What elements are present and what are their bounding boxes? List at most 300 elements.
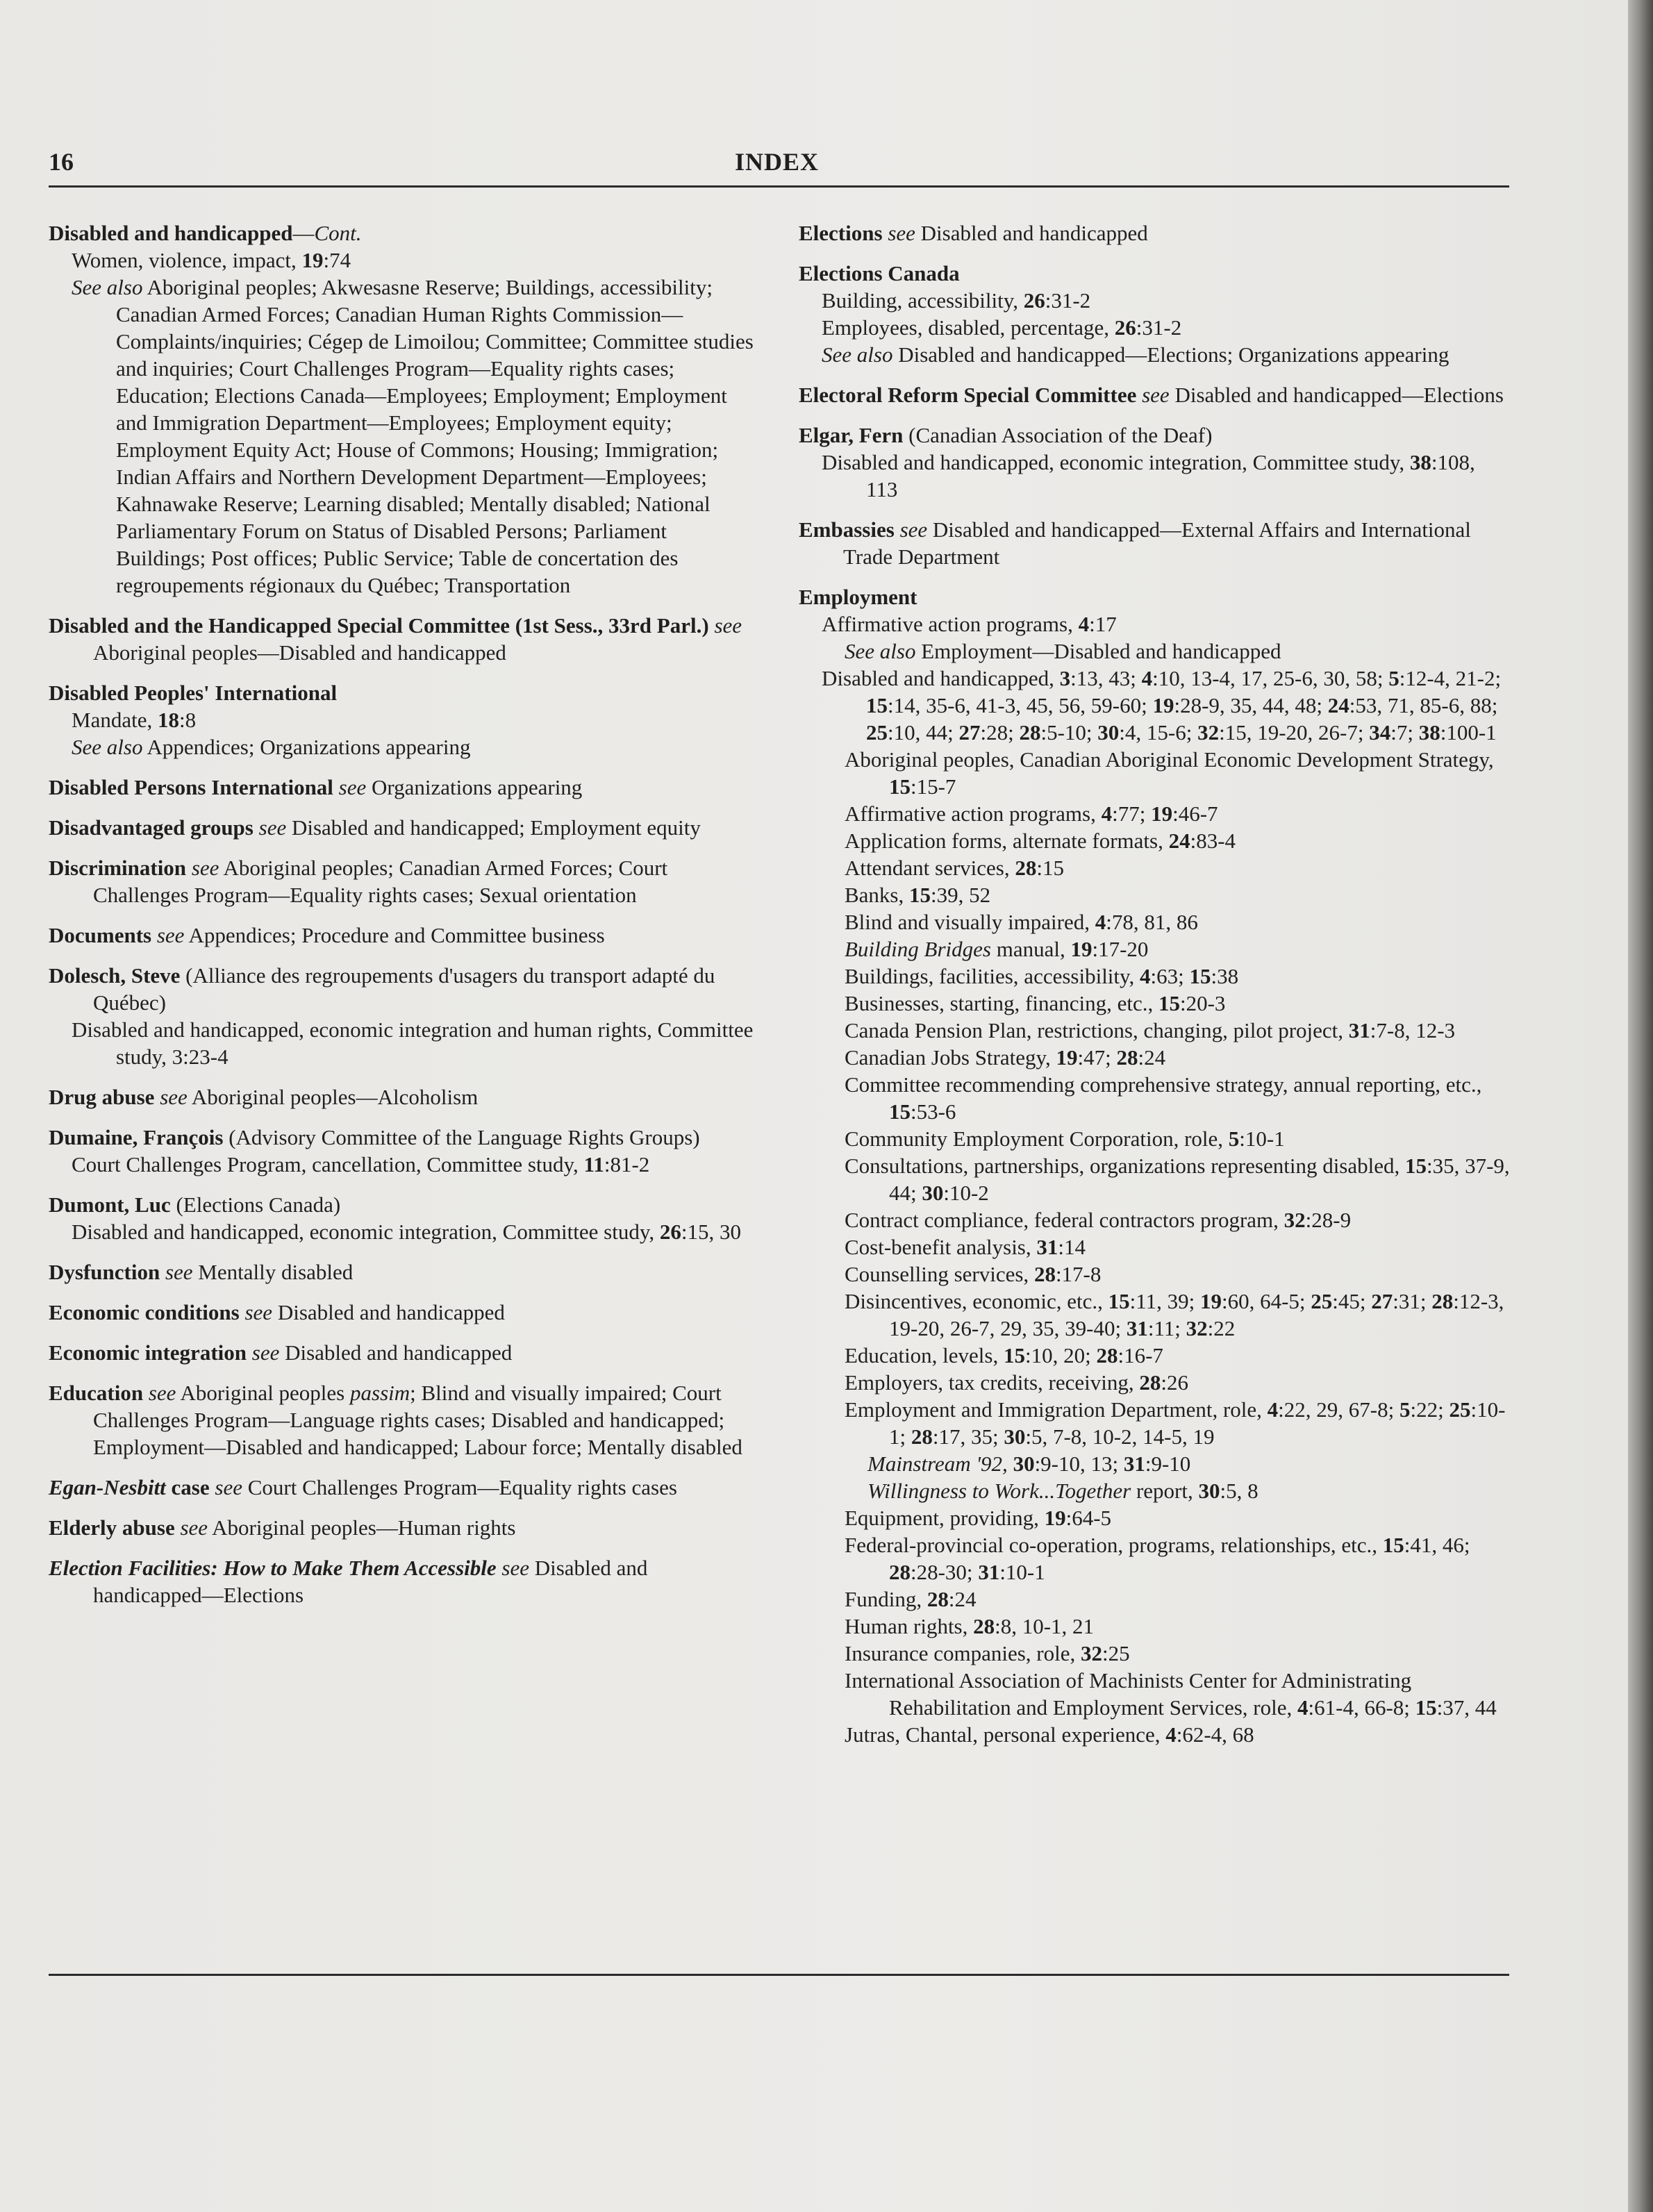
text-run: :15-7 [911, 774, 956, 799]
index-subentry [49, 706, 754, 733]
index-subentry [799, 935, 1511, 963]
text-run: (Advisory Committee of the Language Rights Groups) [223, 1125, 700, 1149]
text-run: Insurance companies, role, [845, 1641, 1081, 1665]
text-run: Aboriginal peoples; Akwesasne Reserve; Buildings, accessibility; Canadian Armed Forces; Canadian Human Rights Commission—Complaints/inquiries; Cégep de Limoilou; Committee; Committee studies and inquiries; Court Challenges Program—Equality rights cases; Education; Elections Canada—Employees; Employment; Employment and Immigration Department—Employees; Employment equity; Employment Equity Act; House of Commons; Housing; Immigration; Indian Affairs and Northern Development Department—Employees; Kahnawake Reserve; Learning disabled; Mentally disabled; National Parliamentary Forum on Status of Disabled Persons; Parliament Buildings; Post offices; Public Service; Table de concertation des regroupements régionaux du Québec; Transportation [116, 275, 754, 597]
text-run: (Alliance des regroupements d'usagers du transport adapté du Québec) [93, 963, 715, 1015]
text-run: 38 [1409, 450, 1431, 474]
index-heading [49, 1191, 754, 1218]
text-run: Canadian Jobs Strategy, [845, 1045, 1056, 1070]
text-run [333, 775, 339, 799]
index-entry [49, 1554, 754, 1608]
index-subentry [799, 1667, 1511, 1721]
index-subentry [799, 1288, 1511, 1342]
text-run: Aboriginal peoples—Human rights [208, 1515, 516, 1540]
text-run: Building, accessibility, [822, 288, 1024, 313]
text-run: see [251, 1340, 280, 1365]
text-run: Disabled and handicapped, [822, 666, 1060, 690]
text-run: :7-8, 12-3 [1370, 1018, 1456, 1042]
index-subentry [49, 733, 754, 760]
text-run: 19 [1152, 693, 1174, 717]
text-run: Committee recommending comprehensive strategy, annual reporting, etc., [845, 1072, 1482, 1097]
index-subentry [799, 854, 1511, 881]
page-number: 16 [49, 148, 74, 176]
index-heading [49, 1379, 754, 1461]
text-run: 25 [866, 720, 888, 745]
text-run: Aboriginal peoples [176, 1381, 350, 1405]
text-run: 28 [911, 1424, 933, 1449]
text-run: Egan-Nesbitt [49, 1475, 166, 1499]
text-run: Affirmative action programs, [845, 801, 1102, 826]
text-run: see [165, 1260, 193, 1284]
text-run [1136, 383, 1142, 407]
text-run: Employers, tax credits, receiving, [845, 1370, 1140, 1395]
index-subentry [799, 1125, 1511, 1152]
text-run: :74 [323, 248, 351, 272]
text-run: 30 [1004, 1424, 1026, 1449]
index-subentry [799, 1206, 1511, 1233]
index-heading [49, 1554, 754, 1608]
text-run: :22; [1410, 1397, 1450, 1422]
text-run: :10, 44; [888, 720, 959, 745]
text-run: 15 [889, 774, 911, 799]
text-run: :64-5 [1065, 1506, 1112, 1530]
text-run: 19 [1056, 1045, 1078, 1070]
text-run: :10-1; [889, 1397, 1506, 1449]
text-run: see [191, 856, 219, 880]
text-run: 15 [1158, 991, 1180, 1015]
text-run: :15, 30 [681, 1220, 741, 1244]
index-heading [49, 1258, 754, 1286]
text-run: Disabled Persons International [49, 775, 333, 799]
text-run: Buildings, facilities, accessibility, [845, 964, 1140, 988]
text-run [160, 1260, 165, 1284]
text-run: Dumont, Luc [49, 1192, 171, 1217]
index-subentry [799, 800, 1511, 827]
text-run: 4 [1095, 910, 1106, 934]
index-heading [49, 679, 754, 706]
text-run: Disabled and handicapped—External Affairs and International Trade Department [843, 517, 1471, 569]
text-run: :10, 13-4, 17, 25-6, 30, 58; [1152, 666, 1389, 690]
text-run: 19 [1070, 937, 1093, 961]
text-run: Election Facilities: How to Make Them Accessible [49, 1556, 497, 1580]
text-run: Disincentives, economic, etc., [845, 1289, 1108, 1313]
text-run: 4 [1267, 1397, 1279, 1422]
index-subentry [49, 1218, 754, 1245]
text-run: 28 [1033, 1262, 1056, 1286]
text-run: Mentally disabled [192, 1260, 354, 1284]
text-run: 32 [1197, 720, 1220, 745]
text-run: Disabled Peoples' International [49, 681, 338, 705]
text-run: Embassies [799, 517, 895, 542]
text-run: Education [49, 1381, 144, 1405]
text-run: 28 [1139, 1370, 1161, 1395]
text-run: Appendices; Procedure and Committee business [184, 923, 605, 947]
text-run: 4 [1141, 666, 1153, 690]
text-run: 34 [1369, 720, 1391, 745]
index-entry [799, 219, 1511, 247]
text-run: :15, 19-20, 26-7; [1219, 720, 1370, 745]
text-run: 15 [1108, 1289, 1130, 1313]
text-run: report, [1131, 1479, 1199, 1503]
text-run: 30 [1097, 720, 1120, 745]
index-subentry [799, 1342, 1511, 1369]
text-run [1008, 1452, 1013, 1476]
text-run: International Association of Machinists Center for Administrating Rehabilitation and Employment Services, role, [845, 1668, 1412, 1720]
text-run: :12-4, 21-2; [1399, 666, 1502, 690]
text-run: Aboriginal peoples; Canadian Armed Forces; Court Challenges Program—Equality rights cases; Sexual orientation [93, 856, 668, 907]
text-run: :17 [1089, 612, 1117, 636]
index-subentry [799, 1450, 1511, 1477]
index-heading [49, 1339, 754, 1366]
text-run: 31 [1126, 1316, 1148, 1340]
text-run: 28 [1015, 856, 1037, 880]
text-run: :53, 71, 85-6, 88; [1349, 693, 1498, 717]
index-subentry [799, 314, 1511, 341]
index-entry [799, 422, 1511, 503]
text-run: see [501, 1556, 529, 1580]
text-run: :41, 46; [1404, 1533, 1470, 1557]
text-run: :62-4, 68 [1176, 1722, 1254, 1747]
text-run: 26 [1114, 315, 1136, 340]
text-run: Aboriginal peoples, Canadian Aboriginal Economic Development Strategy, [845, 747, 1494, 772]
text-run: :77; [1112, 801, 1152, 826]
text-run: Disabled and handicapped [49, 221, 293, 245]
text-run: :53-6 [911, 1099, 956, 1124]
text-run: :9-10 [1145, 1452, 1191, 1476]
text-run: 30 [922, 1181, 944, 1205]
text-run: 15 [1382, 1533, 1404, 1557]
index-subentry [799, 1721, 1511, 1748]
index-subentry [799, 1152, 1511, 1206]
text-run: 15 [1405, 1154, 1427, 1178]
index-entry [49, 219, 754, 599]
text-run: Human rights, [845, 1614, 974, 1638]
text-run: See also [822, 342, 893, 367]
text-run: 32 [1081, 1641, 1103, 1665]
index-heading [799, 219, 1511, 247]
text-run: Consultations, partnerships, organizations representing disabled, [845, 1154, 1405, 1178]
index-entry [49, 814, 754, 841]
text-run: 19 [1044, 1506, 1066, 1530]
text-run: :38 [1211, 964, 1239, 988]
footer-rule [49, 1974, 1509, 1976]
text-run: 30 [1198, 1479, 1220, 1503]
index-heading [49, 854, 754, 908]
text-run: Disadvantaged groups [49, 815, 254, 840]
text-run: see [244, 1300, 273, 1324]
text-run: Elections Canada [799, 261, 960, 285]
text-run: Building Bridges [845, 937, 991, 961]
index-entry [49, 1258, 754, 1286]
text-run: 4 [1297, 1695, 1309, 1720]
text-run: 4 [1140, 964, 1151, 988]
text-run: 28 [1096, 1343, 1118, 1367]
text-run: 3 [1059, 666, 1071, 690]
index-subentry [799, 341, 1511, 368]
text-run: Mainstream '92, [867, 1452, 1008, 1476]
text-run: :11, 39; [1129, 1289, 1200, 1313]
text-run [247, 1340, 252, 1365]
text-run: see [899, 517, 928, 542]
text-run: 4 [1165, 1722, 1177, 1747]
index-heading [49, 962, 754, 1016]
index-subentry [799, 1613, 1511, 1640]
text-run: 28 [1431, 1289, 1454, 1313]
text-run: 28 [1116, 1045, 1138, 1070]
text-run: Community Employment Corporation, role, [845, 1126, 1229, 1151]
text-run: :31-2 [1045, 288, 1091, 313]
text-run: 15 [866, 693, 888, 717]
text-run: see [148, 1381, 176, 1405]
text-run: Equipment, providing, [845, 1506, 1045, 1530]
index-subentry [49, 274, 754, 599]
text-run: Disabled and handicapped [272, 1300, 505, 1324]
text-run: see [1142, 383, 1170, 407]
text-run: :17-20 [1092, 937, 1149, 961]
text-run: — [292, 221, 315, 245]
text-run: :63; [1150, 964, 1190, 988]
text-run: see [156, 923, 185, 947]
text-run: :45; [1332, 1289, 1372, 1313]
index-heading [49, 1299, 754, 1326]
text-run: :8, 10-1, 21 [995, 1614, 1095, 1638]
text-run: Disabled and handicapped, economic integration and human rights, Committee study, 3:23-4 [72, 1017, 754, 1069]
index-subentry [799, 610, 1511, 638]
text-run: 32 [1284, 1208, 1306, 1232]
text-run: :22 [1207, 1316, 1236, 1340]
text-run: See also [845, 639, 916, 663]
index-entry [49, 1124, 754, 1178]
text-run: Dolesch, Steve [49, 963, 181, 988]
index-heading [49, 1124, 754, 1151]
text-run: Economic conditions [49, 1300, 240, 1324]
index-column-right [799, 219, 1511, 1761]
text-run: :35, 37-9, 44; [889, 1154, 1510, 1205]
text-run: :83-4 [1190, 829, 1236, 853]
text-run: Disabled and handicapped—Elections [1169, 383, 1504, 407]
text-run [254, 815, 259, 840]
index-subentry [799, 827, 1511, 854]
index-heading [49, 922, 754, 949]
text-run: Application forms, alternate formats, [845, 829, 1169, 853]
text-run: Banks, [845, 883, 909, 907]
text-run: 24 [1327, 693, 1349, 717]
index-entry [799, 583, 1511, 1748]
text-run: Canada Pension Plan, restrictions, changing, pilot project, [845, 1018, 1349, 1042]
index-subentry [799, 881, 1511, 908]
text-run: passim [350, 1381, 410, 1405]
text-run: Attendant services, [845, 856, 1015, 880]
text-run: :108, 113 [866, 450, 1475, 501]
text-run: 25 [1311, 1289, 1333, 1313]
text-run: Disabled and handicapped, economic integration, Committee study, [72, 1220, 660, 1244]
text-run [151, 923, 157, 947]
text-run: :5, 7-8, 10-2, 14-5, 19 [1025, 1424, 1215, 1449]
text-run: :10-1 [1239, 1126, 1285, 1151]
index-subentry [799, 449, 1511, 503]
text-run: 28 [927, 1587, 949, 1611]
text-run: 19 [301, 248, 324, 272]
text-run: :20-3 [1180, 991, 1226, 1015]
text-run: Discrimination [49, 856, 187, 880]
text-run: 15 [1415, 1695, 1437, 1720]
index-subentry [799, 1233, 1511, 1261]
text-run: Employment and Immigration Department, role, [845, 1397, 1268, 1422]
text-run: :24 [948, 1587, 977, 1611]
header-rule [49, 185, 1509, 188]
text-run: 4 [1078, 612, 1090, 636]
index-subentry [799, 1586, 1511, 1613]
text-run: 5 [1228, 1126, 1240, 1151]
text-run: :25 [1102, 1641, 1130, 1665]
index-heading [49, 219, 754, 247]
text-run: :22, 29, 67-8; [1278, 1397, 1399, 1422]
text-run [143, 1381, 149, 1405]
text-run: Aboriginal peoples—Alcoholism [187, 1085, 479, 1109]
index-subentry [799, 1640, 1511, 1667]
text-run: ; Blind and visually impaired; Court Challenges Program—Language rights cases; Disabled and handicapped; Employment—Disabled and handicapped; Labour force; Mentally disabled [93, 1381, 742, 1459]
text-run: Elections [799, 221, 883, 245]
text-run: see [215, 1475, 242, 1499]
text-run: 24 [1168, 829, 1190, 853]
text-run: 31 [1123, 1452, 1145, 1476]
index-subentry [799, 746, 1511, 800]
text-run: Electoral Reform Special Committee [799, 383, 1137, 407]
index-heading [799, 516, 1511, 570]
text-run: See also [72, 275, 143, 299]
text-run: see [714, 613, 742, 638]
index-entry [799, 516, 1511, 570]
index-heading [799, 381, 1511, 408]
index-entry [49, 1379, 754, 1461]
text-run: Elderly abuse [49, 1515, 175, 1540]
text-run: Disabled and handicapped, economic integration, Committee study, [822, 450, 1410, 474]
index-entry [49, 1299, 754, 1326]
index-subentry [799, 287, 1511, 314]
index-entry [49, 1474, 754, 1501]
text-run: :13, 43; [1070, 666, 1142, 690]
text-run: 28 [1019, 720, 1041, 745]
text-run: Drug abuse [49, 1085, 155, 1109]
index-entry [49, 679, 754, 760]
text-run: Dumaine, François [49, 1125, 224, 1149]
text-run: Employment [799, 585, 917, 609]
text-run: :5, 8 [1220, 1479, 1259, 1503]
text-run: :61-4, 66-8; [1308, 1695, 1415, 1720]
text-run: Appendices; Organizations appearing [142, 735, 471, 759]
text-run: :78, 81, 86 [1106, 910, 1198, 934]
text-run: 25 [1449, 1397, 1471, 1422]
text-run: see [888, 221, 915, 245]
text-run: 31 [1348, 1018, 1370, 1042]
text-run: Education, levels, [845, 1343, 1004, 1367]
text-run: Disabled and handicapped [915, 221, 1148, 245]
text-run: :17-8 [1055, 1262, 1102, 1286]
text-run: (Elections Canada) [170, 1192, 341, 1217]
text-run: :37, 44 [1436, 1695, 1497, 1720]
index-heading [49, 774, 754, 801]
text-run: Jutras, Chantal, personal experience, [845, 1722, 1166, 1747]
text-run: 15 [1004, 1343, 1025, 1367]
text-run: :31; [1393, 1289, 1432, 1313]
text-run: 18 [157, 708, 179, 732]
text-run: Elgar, Fern [799, 423, 904, 447]
index-heading [799, 422, 1511, 449]
text-run: Aboriginal peoples—Disabled and handicapped [93, 640, 506, 665]
text-run: 32 [1186, 1316, 1208, 1340]
index-heading [49, 1514, 754, 1541]
text-run: :24 [1138, 1045, 1166, 1070]
text-run: Economic integration [49, 1340, 247, 1365]
text-run: 11 [583, 1152, 604, 1176]
text-run: Employees, disabled, percentage, [822, 315, 1115, 340]
text-run: :81-2 [604, 1152, 650, 1176]
text-run: Blind and visually impaired, [845, 910, 1095, 934]
text-run: see [180, 1515, 208, 1540]
text-run: :4, 15-6; [1119, 720, 1198, 745]
text-run: case [165, 1475, 210, 1499]
text-run: (Canadian Association of the Deaf) [903, 423, 1213, 447]
text-run: see [338, 775, 367, 799]
page-title: INDEX [735, 148, 820, 176]
index-heading [799, 583, 1511, 610]
index-entry [49, 1339, 754, 1366]
text-run: 27 [1371, 1289, 1393, 1313]
text-run: :17, 35; [932, 1424, 1004, 1449]
text-run: Cont. [314, 221, 362, 245]
index-entry [49, 1514, 754, 1541]
text-run: Businesses, starting, financing, etc., [845, 991, 1158, 1015]
text-run: :60, 64-5; [1221, 1289, 1311, 1313]
index-heading [49, 1083, 754, 1111]
text-run: Mandate, [72, 708, 158, 732]
index-column-left [49, 219, 754, 1622]
text-run: Dysfunction [49, 1260, 160, 1284]
index-heading [49, 1474, 754, 1501]
text-run: Cost-benefit analysis, [845, 1235, 1037, 1259]
text-run: Employment—Disabled and handicapped [915, 639, 1281, 663]
text-run: See also [72, 735, 143, 759]
text-run: :26 [1161, 1370, 1189, 1395]
text-run: 28 [889, 1560, 911, 1584]
index-subentry [799, 1369, 1511, 1396]
text-run: :28-9, 35, 44, 48; [1174, 693, 1328, 717]
text-run: :5-10; [1040, 720, 1098, 745]
text-run: 15 [889, 1099, 911, 1124]
text-run: :11; [1147, 1316, 1186, 1340]
text-run: Disabled and handicapped [279, 1340, 513, 1365]
text-run: Affirmative action programs, [822, 612, 1079, 636]
index-entry [49, 774, 754, 801]
text-run: :31-2 [1136, 315, 1182, 340]
index-entry [49, 922, 754, 949]
text-run [895, 517, 900, 542]
text-run: see [160, 1085, 188, 1109]
text-run: 26 [1023, 288, 1045, 313]
text-run: manual, [990, 937, 1071, 961]
text-run: see [258, 815, 287, 840]
text-run: Disabled and handicapped; Employment equity [286, 815, 701, 840]
index-entry [49, 854, 754, 908]
index-subentry [799, 1017, 1511, 1044]
text-run: 5 [1399, 1397, 1411, 1422]
text-run: 30 [1013, 1452, 1035, 1476]
text-run: Women, violence, impact, [72, 248, 302, 272]
text-run: :28-9 [1305, 1208, 1352, 1232]
index-subentry [799, 665, 1511, 746]
index-subentry [799, 1044, 1511, 1071]
text-run: 4 [1101, 801, 1113, 826]
